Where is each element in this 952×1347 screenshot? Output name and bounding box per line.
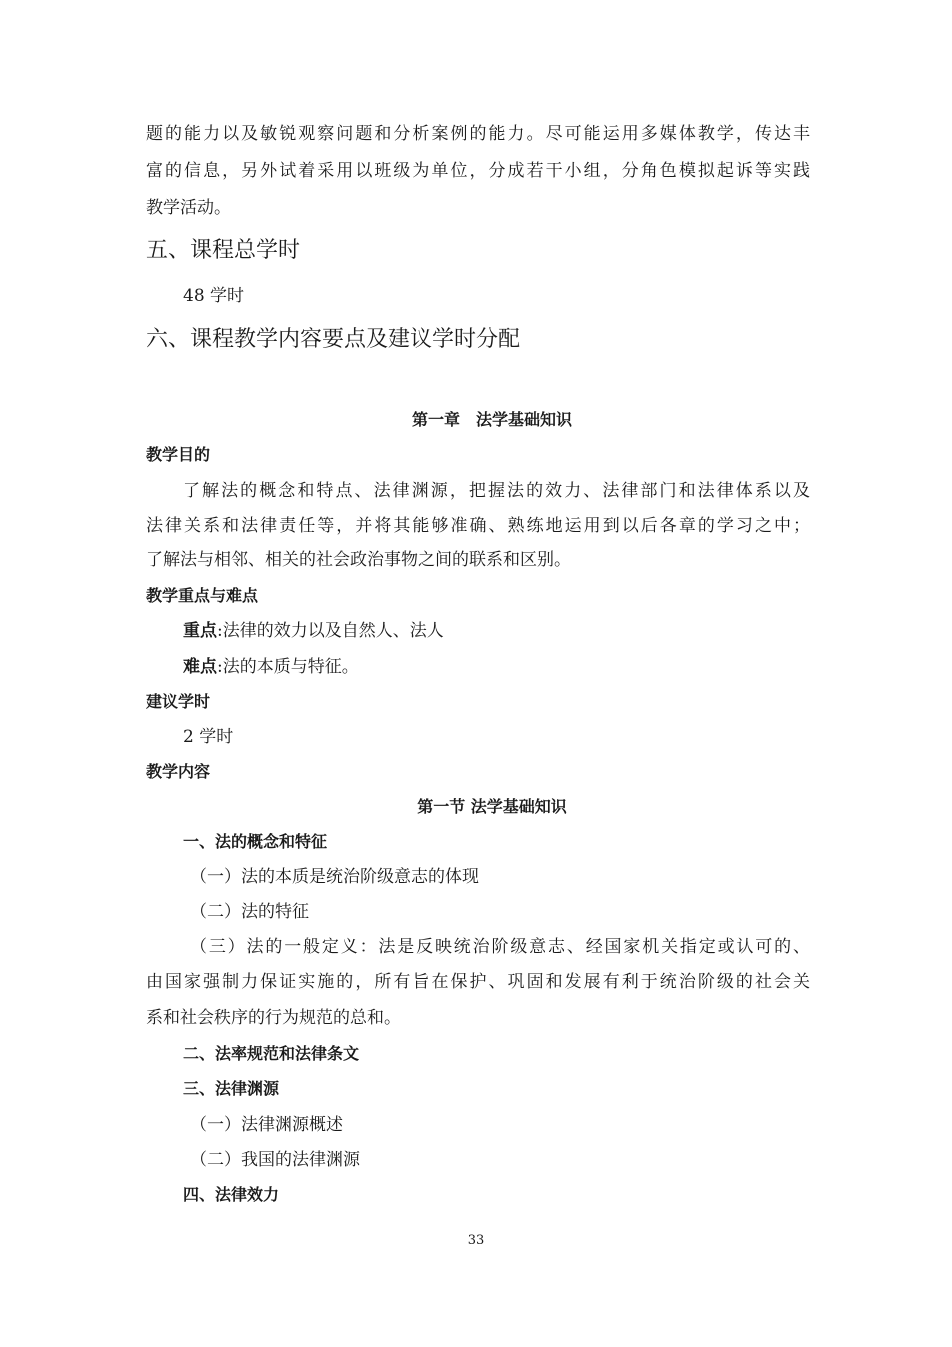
suggested-hours-label: 建议学时 xyxy=(146,692,211,711)
intro-line-3: 教学活动。 xyxy=(146,198,231,218)
key-point-line xyxy=(183,619,810,643)
difficult-point-label: 难点 xyxy=(183,657,217,677)
content-label: 教学内容 xyxy=(146,762,211,781)
item-4-heading: 四、法律效力 xyxy=(183,1185,280,1204)
item-3-sub-1: （一）法律渊源概述 xyxy=(190,1115,343,1135)
intro-line-1: 题的能力以及敏锐观察问题和分析案例的能力。尽可能运用多媒体教学，传达丰 xyxy=(146,124,810,144)
suggested-hours: 2 学时 xyxy=(183,727,234,747)
section-5-hours: 48 学时 xyxy=(183,286,245,306)
key-point-text: :法律的效力以及自然人、法人 xyxy=(217,621,444,641)
item-3-sub-2: （二）我国的法律渊源 xyxy=(190,1150,360,1170)
page-number: 33 xyxy=(467,1233,485,1248)
keypoints-label: 教学重点与难点 xyxy=(146,586,259,605)
item-1-heading: 一、法的概念和特征 xyxy=(183,832,328,851)
intro-line-2: 富的信息，另外试着采用以班级为单位，分成若干小组，分角色模拟起诉等实践 xyxy=(146,161,810,181)
item-1-sub-3-line-1: （三）法的一般定义：法是反映统治阶级意志、经国家机关指定或认可的、 xyxy=(190,937,810,957)
item-1-sub-1: （一）法的本质是统治阶级意志的体现 xyxy=(190,867,479,887)
section-6-heading: 六、课程教学内容要点及建议学时分配 xyxy=(146,327,521,352)
item-1-sub-3-line-2: 由国家强制力保证实施的，所有旨在保护、巩固和发展有利于统治阶级的社会关 xyxy=(146,972,810,992)
goal-line-1: 了解法的概念和特点、法律渊源，把握法的效力、法律部门和法律体系以及 xyxy=(183,481,810,501)
item-1-sub-3-line-3: 系和社会秩序的行为规范的总和。 xyxy=(146,1008,401,1028)
goal-line-3: 了解法与相邻、相关的社会政治事物之间的联系和区别。 xyxy=(146,550,571,570)
section-1-title: 第一节 法学基础知识 xyxy=(417,797,567,816)
item-3-heading: 三、法律渊源 xyxy=(183,1079,280,1098)
goal-line-2: 法律关系和法律责任等，并将其能够准确、熟练地运用到以后各章的学习之中； xyxy=(146,516,810,536)
section-5-heading: 五、课程总学时 xyxy=(146,238,301,263)
teaching-goal-label: 教学目的 xyxy=(146,445,211,464)
chapter-title: 第一章 法学基础知识 xyxy=(411,410,572,429)
difficult-point-text: :法的本质与特征。 xyxy=(217,657,359,677)
item-2-heading: 二、法率规范和法律条文 xyxy=(183,1044,360,1063)
item-1-sub-2: （二）法的特征 xyxy=(190,902,309,922)
key-point-label: 重点 xyxy=(183,621,217,641)
difficult-point-line xyxy=(183,655,810,679)
